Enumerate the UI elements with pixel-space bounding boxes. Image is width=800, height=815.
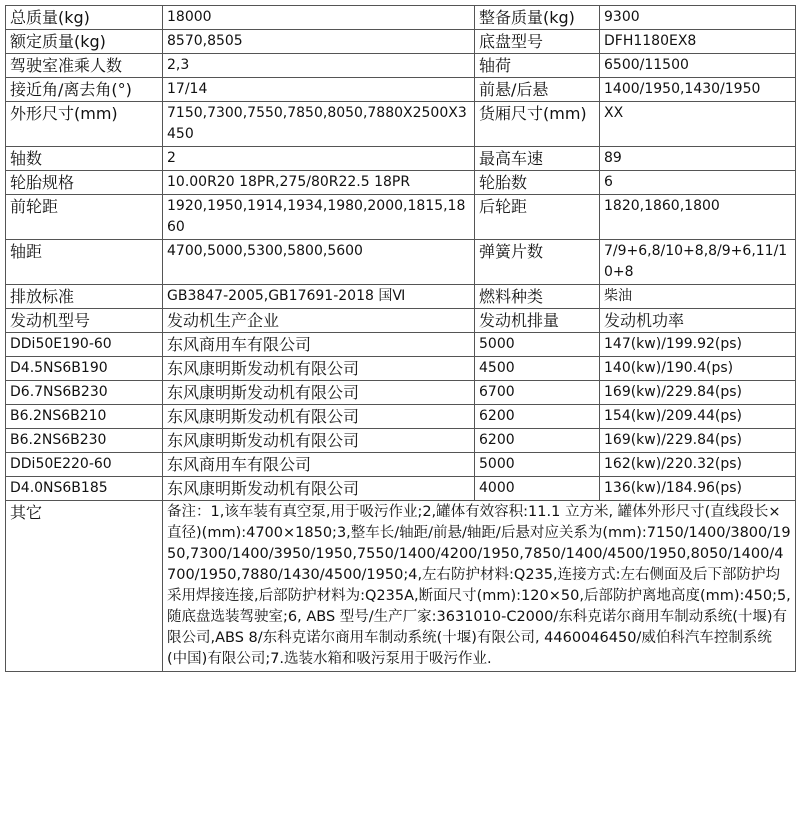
rated-mass-value: 8570,8505	[163, 30, 475, 54]
max-speed-value: 89	[600, 147, 796, 171]
rear-track-label: 后轮距	[475, 195, 600, 240]
engine-model: D4.5NS6B190	[6, 357, 163, 381]
engine-maker: 东风康明斯发动机有限公司	[163, 477, 475, 501]
engine-power-header: 发动机功率	[600, 309, 796, 333]
dimensions-label: 外形尺寸(mm)	[6, 102, 163, 147]
spec-row-angle	[6, 78, 796, 102]
curb-mass-label: 整备质量(kg)	[475, 6, 600, 30]
engine-model: B6.2NS6B210	[6, 405, 163, 429]
chassis-model-label: 底盘型号	[475, 30, 600, 54]
engine-power: 162(kw)/220.32(ps)	[600, 453, 796, 477]
front-track-value: 1920,1950,1914,1934,1980,2000,1815,1860	[163, 195, 475, 240]
tire-spec-label: 轮胎规格	[6, 171, 163, 195]
total-mass-value: 18000	[163, 6, 475, 30]
engine-displacement: 6200	[475, 429, 600, 453]
axle-load-value: 6500/11500	[600, 54, 796, 78]
engine-maker: 东风康明斯发动机有限公司	[163, 357, 475, 381]
axle-count-label: 轴数	[6, 147, 163, 171]
engine-model-header: 发动机型号	[6, 309, 163, 333]
engine-model: DDi50E220-60	[6, 453, 163, 477]
other-label: 其它	[6, 501, 163, 672]
dimensions-value: 7150,7300,7550,7850,8050,7880X2500X3450	[163, 102, 475, 147]
engine-maker: 东风商用车有限公司	[163, 453, 475, 477]
engine-power: 147(kw)/199.92(ps)	[600, 333, 796, 357]
fuel-label: 燃料种类	[475, 285, 600, 309]
engine-row	[6, 381, 796, 405]
engine-model: D4.0NS6B185	[6, 477, 163, 501]
engine-model: DDi50E190-60	[6, 333, 163, 357]
engine-maker: 东风商用车有限公司	[163, 333, 475, 357]
cab-seats-label: 驾驶室准乘人数	[6, 54, 163, 78]
rear-track-value: 1820,1860,1800	[600, 195, 796, 240]
spec-row-emission	[6, 285, 796, 309]
other-row	[6, 501, 796, 672]
tire-spec-value: 10.00R20 18PR,275/80R22.5 18PR	[163, 171, 475, 195]
engine-row	[6, 477, 796, 501]
spring-label: 弹簧片数	[475, 240, 600, 285]
engine-displacement: 5000	[475, 333, 600, 357]
spec-row-track	[6, 195, 796, 240]
spec-row-dimensions	[6, 102, 796, 147]
engine-maker: 东风康明斯发动机有限公司	[163, 405, 475, 429]
engine-displacement: 5000	[475, 453, 600, 477]
engine-row	[6, 429, 796, 453]
angle-label: 接近角/离去角(°)	[6, 78, 163, 102]
spec-row-seats	[6, 54, 796, 78]
engine-displacement: 6200	[475, 405, 600, 429]
engine-power: 154(kw)/209.44(ps)	[600, 405, 796, 429]
engine-model: B6.2NS6B230	[6, 429, 163, 453]
vehicle-spec-table	[5, 5, 796, 672]
box-size-label: 货厢尺寸(mm)	[475, 102, 600, 147]
engine-row	[6, 357, 796, 381]
engine-model: D6.7NS6B230	[6, 381, 163, 405]
engine-maker-header: 发动机生产企业	[163, 309, 475, 333]
engine-header-row	[6, 309, 796, 333]
spec-row-tires	[6, 171, 796, 195]
engine-power: 140(kw)/190.4(ps)	[600, 357, 796, 381]
overhang-label: 前悬/后悬	[475, 78, 600, 102]
engine-row	[6, 453, 796, 477]
wheelbase-value: 4700,5000,5300,5800,5600	[163, 240, 475, 285]
engine-row	[6, 405, 796, 429]
engine-row	[6, 333, 796, 357]
spec-row-rated	[6, 30, 796, 54]
spec-row-mass	[6, 6, 796, 30]
spec-row-axles	[6, 147, 796, 171]
total-mass-label: 总质量(kg)	[6, 6, 163, 30]
overhang-value: 1400/1950,1430/1950	[600, 78, 796, 102]
engine-maker: 东风康明斯发动机有限公司	[163, 381, 475, 405]
chassis-model-value: DFH1180EX8	[600, 30, 796, 54]
tire-count-value: 6	[600, 171, 796, 195]
other-note: 备注：1,该车装有真空泵,用于吸污作业;2,罐体有效容积:11.1 立方米, 罐体外形尺寸(直线段长×直径)(mm):4700×1850;3,整车长/轴距/前悬/轴距/后悬对应关系为(mm):7150/1400/3800/1950,7300/1400/3950/1950,7550/1400/4200/1950,7850/1400/4500/1950,8050/1400/4700/1950,7880/1430/4500/1950;4,左右防护材料:Q235,连接方式:左右侧面及后下部防护均采用焊接连接,后部防护材料为:Q235A,断面尺寸(mm):120×50,后部防护离地高度(mm):450;5,随底盘选装驾驶室;6, ABS 型号/生产厂家:3631010-C2000/东科克诺尔商用车制动系统(十堰)有限公司,ABS 8/东科克诺尔商用车制动系统(十堰)有限公司, 4460046450/威伯科汽车控制系统(中国)有限公司;7.选装水箱和吸污泵用于吸污作业.	[163, 501, 796, 672]
emission-value: GB3847-2005,GB17691-2018 国Ⅵ	[163, 285, 475, 309]
wheelbase-label: 轴距	[6, 240, 163, 285]
axle-load-label: 轴荷	[475, 54, 600, 78]
engine-power: 169(kw)/229.84(ps)	[600, 429, 796, 453]
max-speed-label: 最高车速	[475, 147, 600, 171]
curb-mass-value: 9300	[600, 6, 796, 30]
spring-value: 7/9+6,8/10+8,8/9+6,11/10+8	[600, 240, 796, 285]
cab-seats-value: 2,3	[163, 54, 475, 78]
front-track-label: 前轮距	[6, 195, 163, 240]
emission-label: 排放标准	[6, 285, 163, 309]
engine-power: 136(kw)/184.96(ps)	[600, 477, 796, 501]
engine-displacement: 4500	[475, 357, 600, 381]
engine-displacement: 4000	[475, 477, 600, 501]
fuel-value: 柴油	[600, 285, 796, 309]
rated-mass-label: 额定质量(kg)	[6, 30, 163, 54]
engine-displacement-header: 发动机排量	[475, 309, 600, 333]
engine-displacement: 6700	[475, 381, 600, 405]
axle-count-value: 2	[163, 147, 475, 171]
engine-maker: 东风康明斯发动机有限公司	[163, 429, 475, 453]
engine-power: 169(kw)/229.84(ps)	[600, 381, 796, 405]
box-size-value: XX	[600, 102, 796, 147]
spec-row-wheelbase	[6, 240, 796, 285]
tire-count-label: 轮胎数	[475, 171, 600, 195]
angle-value: 17/14	[163, 78, 475, 102]
